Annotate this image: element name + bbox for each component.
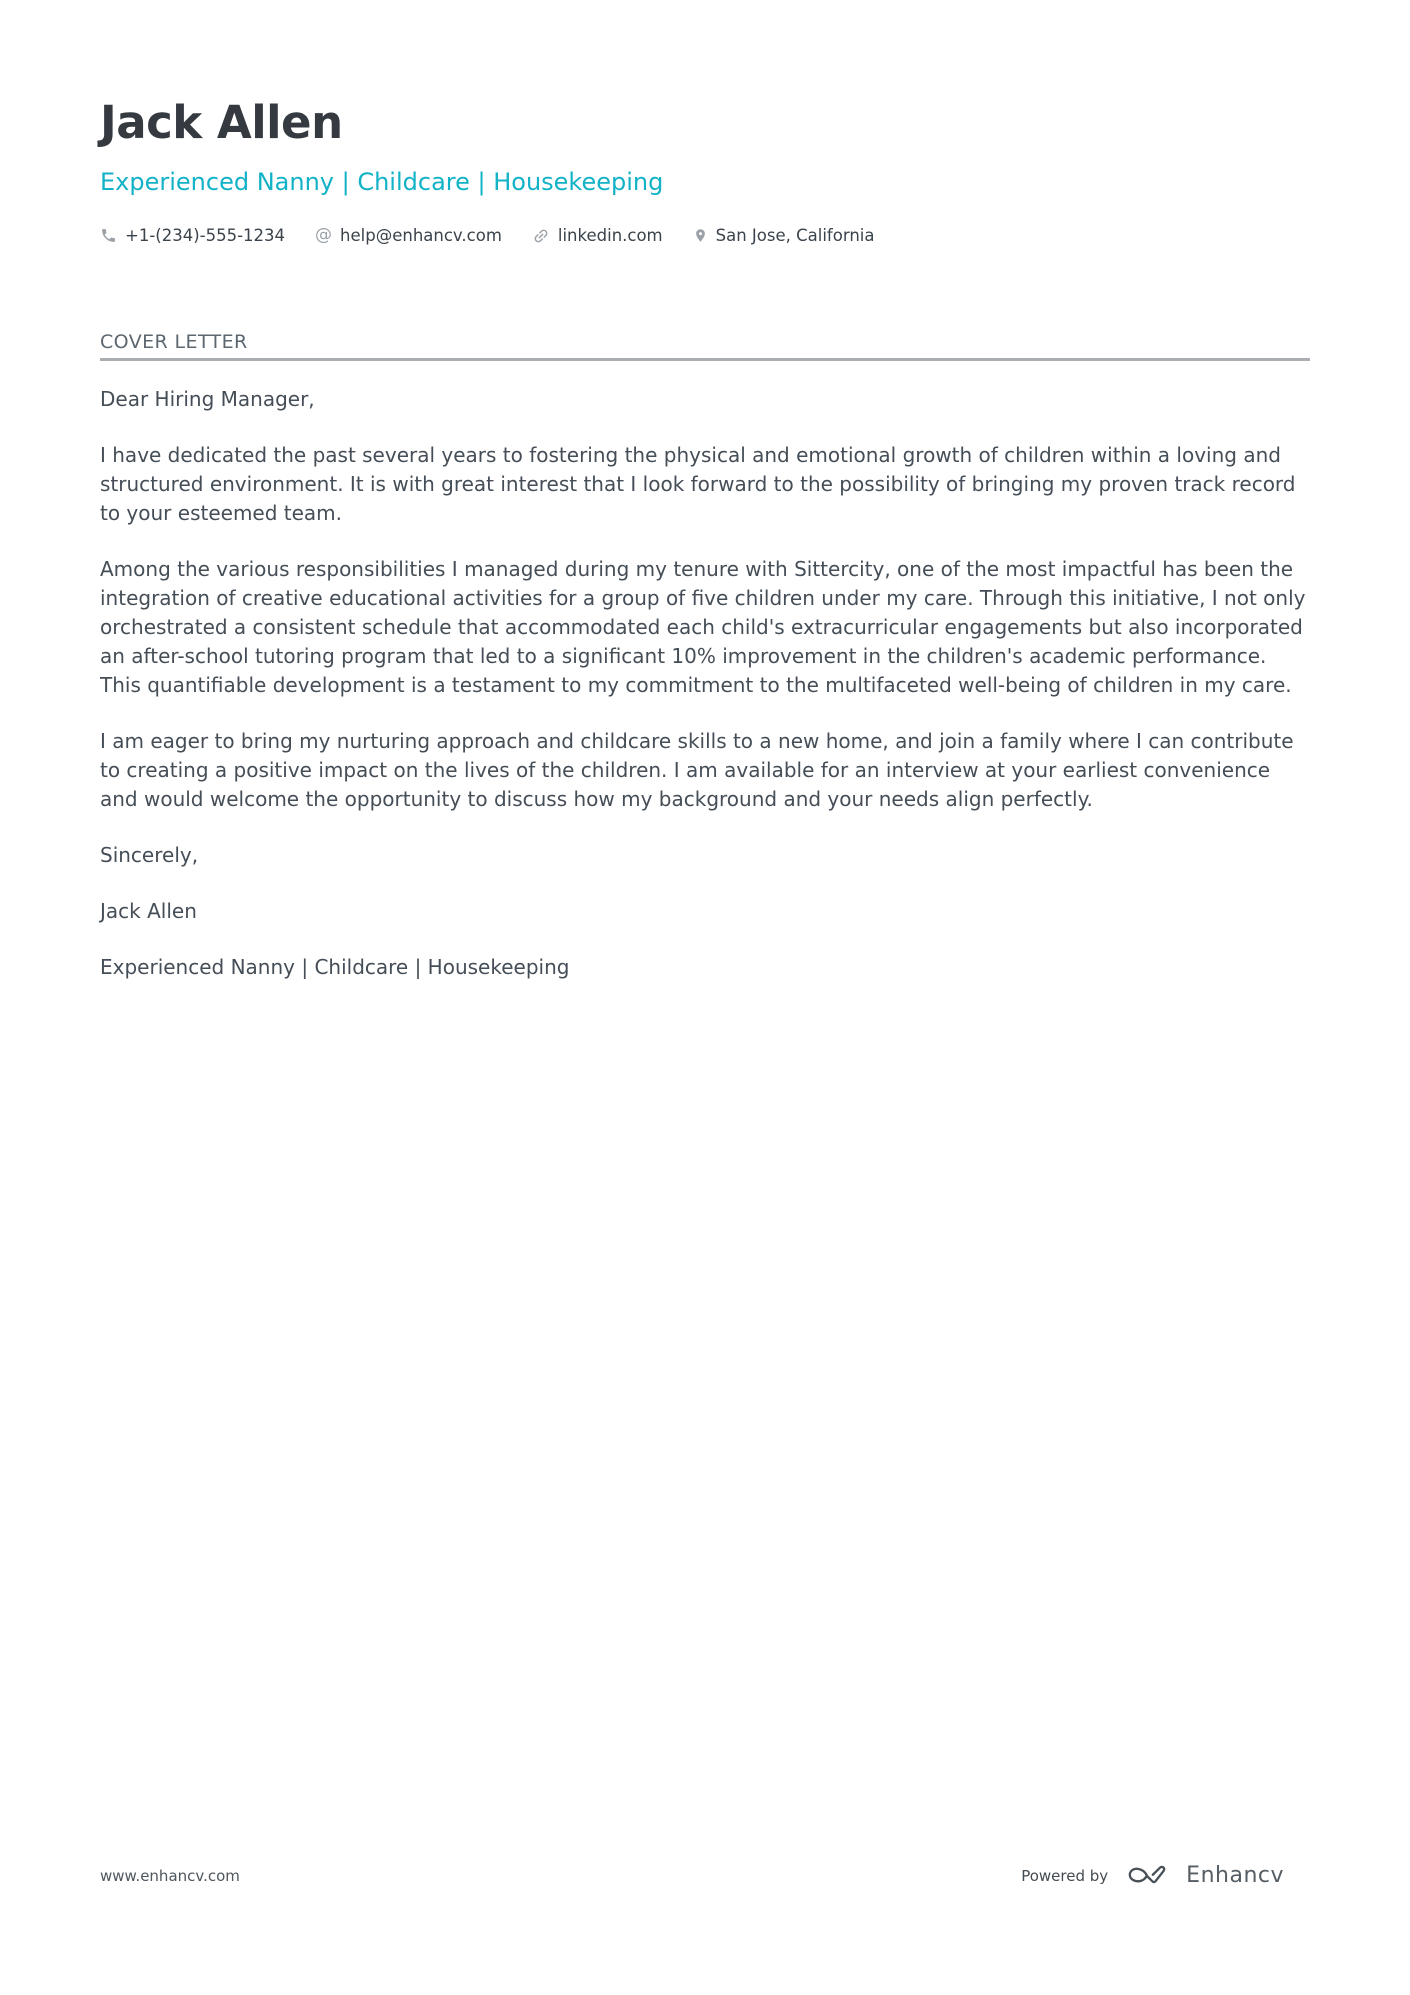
enhancv-wordmark[interactable]: Enhancv: [1186, 1863, 1284, 1888]
section-divider: [100, 358, 1310, 361]
link-icon: [532, 227, 550, 245]
candidate-job-title: Experienced Nanny | Childcare | Housekeeping: [100, 168, 664, 196]
contact-row: [100, 226, 1310, 245]
phone-icon: [100, 227, 117, 244]
letter-paragraph: Dear Hiring Manager,: [100, 387, 315, 412]
contact-linkedin[interactable]: [532, 226, 663, 245]
letter-paragraph: Among the various responsibilities I managed during my tenure with Sittercity, one of the most impactful has been the integration of creative educational activities for a group of five children under my care. Through this initiative, I not only orchestrated a consistent schedule that accommodated each child's extracurricular engagements but also incorporated an after-school tutoring program that led to a significant 10% improvement in the children's academic performance. This quantifiable development is a testament to my commitment to the multifaceted well-being of children in my care.: [100, 557, 1306, 698]
at-icon: @: [315, 225, 333, 246]
contact-phone-text: +1-(234)-555-1234: [125, 226, 286, 246]
letter-body: [100, 385, 1310, 982]
location-icon: [693, 227, 708, 244]
contact-email-text: help@enhancv.com: [340, 226, 502, 246]
contact-linkedin-text: linkedin.com: [557, 226, 663, 246]
contact-phone[interactable]: [100, 226, 285, 245]
contact-location-text: San Jose, California: [715, 226, 875, 246]
page-content: [0, 96, 1410, 982]
page-footer: [0, 1862, 1410, 1889]
letter-paragraph: I have dedicated the past several years to fostering the physical and emotional growth of children within a loving and structured environment. It is with great interest that I look forward to the possibility of bringing my proven track record to your esteemed team.: [100, 443, 1296, 526]
letter-paragraph: Sincerely,: [100, 843, 199, 868]
letter-paragraph: Experienced Nanny | Childcare | Housekeeping: [100, 955, 570, 980]
contact-email[interactable]: [315, 226, 502, 245]
contact-location: [693, 226, 875, 245]
letter-paragraph: Jack Allen: [100, 899, 197, 924]
letter-paragraph: I am eager to bring my nurturing approach and childcare skills to a new home, and join a family where I can contribute to creating a positive impact on the lives of the children. I am available for an interview at your earliest convenience and would welcome the opportunity to discuss how my background and your needs align perfectly.: [100, 729, 1294, 812]
enhancv-logo-icon: [1124, 1862, 1170, 1889]
footer-site-link[interactable]: www.enhancv.com: [100, 1866, 240, 1885]
powered-by-label: Powered by: [1021, 1866, 1109, 1885]
section-header: [100, 331, 1310, 361]
section-label: COVER LETTER: [100, 331, 248, 354]
footer-brand: [1021, 1862, 1284, 1889]
candidate-name: Jack Allen: [100, 96, 343, 149]
